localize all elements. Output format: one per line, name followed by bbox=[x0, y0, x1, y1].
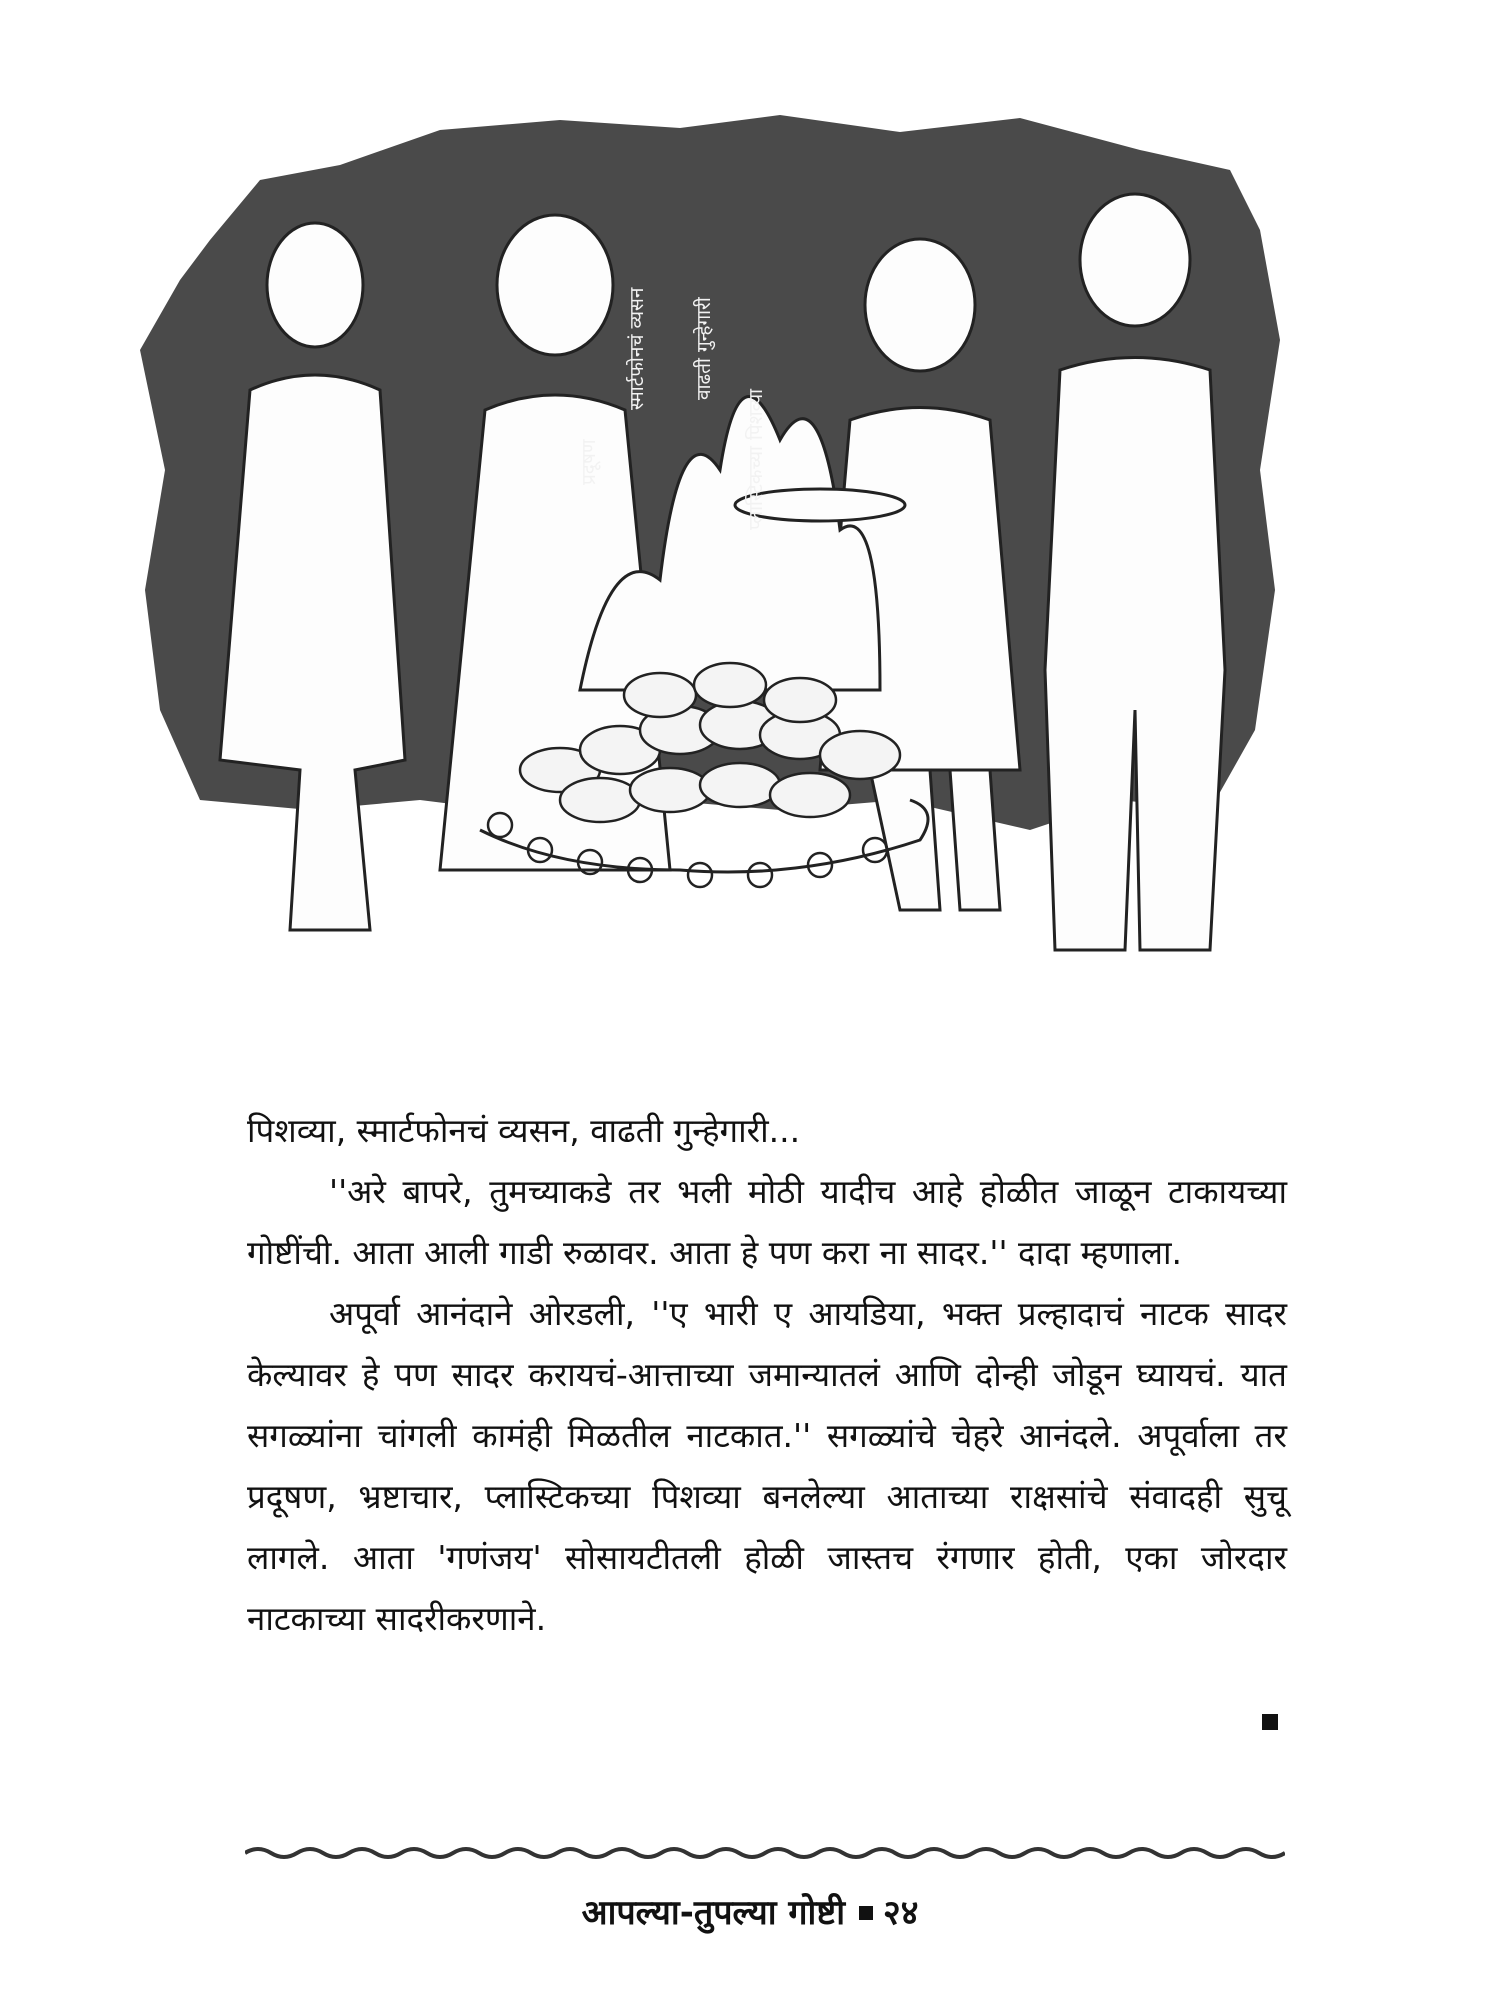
page-footer bbox=[0, 1888, 1500, 1934]
holi-illustration bbox=[140, 110, 1310, 1020]
boy-left-body bbox=[220, 375, 405, 930]
body-text bbox=[247, 1100, 1287, 1649]
boy-right-body bbox=[1045, 358, 1225, 951]
boy-right-head bbox=[1080, 194, 1190, 326]
girl-right-head bbox=[865, 239, 975, 371]
flame-text-1: प्रदूषण bbox=[578, 439, 600, 485]
paragraph-2: ''अरे बापरे, तुमच्याकडे तर भली मोठी यादीच आहे होळीत जाळून टाकायच्या गोष्टींची. आता आली गाडी रुळावर. आता हे पण करा ना सादर.'' दादा म्हणाला. bbox=[247, 1172, 1287, 1272]
paragraph-1: पिशव्या, स्मार्टफोनचं व्यसन, वाढती गुन्हेगारी... bbox=[247, 1111, 801, 1150]
flame-text-4: प्लास्टिकच्या पिशव्या bbox=[745, 388, 767, 530]
book-title: आपल्या-तुपल्या गोष्टी bbox=[581, 1893, 846, 1933]
wavy-divider bbox=[245, 1843, 1285, 1863]
flame-text-2: स्मार्टफोनचं व्यसन bbox=[626, 287, 648, 410]
separator-square-icon bbox=[859, 1906, 873, 1920]
page-number: २४ bbox=[883, 1893, 919, 1933]
girl-left-head bbox=[497, 215, 613, 355]
paragraph-3: अपूर्वा आनंदाने ओरडली, ''ए भारी ए आयडिया, भक्त प्रल्हादाचं नाटक सादर केल्यावर हे पण सादर करायचं-आत्ताच्या जमान्यातलं आणि दोन्ही जोडून घ्यायचं. यात सगळ्यांना चांगली कामंही मिळतील नाटकात.'' सगळ्यांचे चेहरे आनंदले. अपूर्वाला तर प्रदूषण, भ्रष्टाचार, प्लास्टिकच्या पिशव्या बनलेल्या आताच्या राक्षसांचे संवादही सुचू लागले. आता 'गणंजय' सोसायटीतली होळी जास्तच रंगणार होती, एका जोरदार नाटकाच्या सादरीकरणाने. bbox=[247, 1294, 1287, 1638]
flame-text-3: वाढती गुन्हेगारी bbox=[693, 297, 715, 400]
end-mark-square bbox=[1262, 1714, 1278, 1730]
boy-left-head bbox=[267, 223, 363, 347]
